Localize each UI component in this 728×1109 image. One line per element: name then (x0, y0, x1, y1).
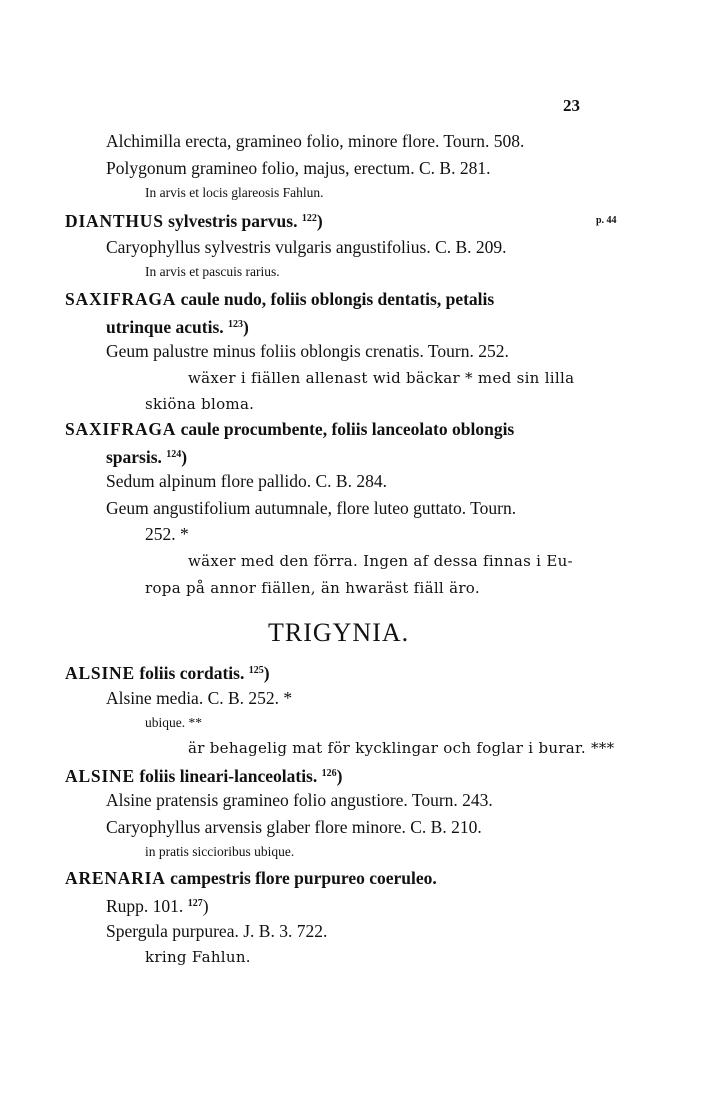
species-epithet: sylvestris parvus. (163, 211, 298, 231)
text-line-1: Alchimilla erecta, gramineo folio, minore flore. Tourn. 508. (106, 131, 525, 151)
species-epithet: foliis lineari-lanceolatis. (134, 766, 318, 786)
species-heading-continued: sparsis. $^{124}$) (106, 447, 188, 467)
species-heading-saxifraga-1 (65, 288, 494, 310)
genus-name: DIANTHUS (65, 211, 164, 231)
habitat-line-2: In arvis et pascuis rarius. (145, 264, 280, 279)
text-line-20: Alsine media. C. B. 252. * (106, 688, 293, 708)
footnote-ref: 124 (166, 449, 182, 460)
species-heading-dianthus: DIANTHUS sylvestris parvus. $^{122}$) (65, 211, 323, 231)
margin-page-reference: p. 44 (596, 215, 617, 226)
swedish-note-1: wäxer i fiällen allenast wid bäckar * med sin lilla (188, 369, 575, 387)
text-line-24: Alsine pratensis gramineo folio angustiore. Tourn. 243. (106, 790, 493, 810)
swedish-note-3: är behagelig mat för kycklingar och foglar i burar. *** (188, 739, 615, 757)
species-heading-alsine-2: ALSINE foliis lineari-lanceolatis. $^{126}$) (65, 766, 343, 786)
species-heading-arenaria (65, 867, 437, 889)
footnote-ref: 123 (228, 319, 244, 330)
species-epithet: caule procumbente, foliis lanceolato oblongis (176, 419, 515, 439)
swedish-note-2-cont: ropa på annor fiällen, än hwaräst fiäll äro. (145, 579, 480, 597)
genus-name: ALSINE (65, 766, 135, 786)
page-number: 23 (563, 96, 580, 115)
genus-name: SAXIFRAGA (65, 419, 177, 439)
swedish-note-2: wäxer med den förra. Ingen af dessa finnas i Eu- (188, 552, 573, 570)
text-line-25: Caryophyllus arvensis glaber flore minore. C. B. 210. (106, 817, 482, 837)
text-line-15: Geum angustifolium autumnale, flore luteo guttato. Tourn. (106, 498, 517, 518)
epithet-continuation: sparsis. (106, 447, 162, 467)
epithet-continuation: utrinque acutis. (106, 317, 224, 337)
text-line-29: Spergula purpurea. J. B. 3. 722. (106, 921, 328, 941)
species-epithet: campestris flore purpureo coeruleo. (165, 868, 437, 888)
species-heading-alsine-1: ALSINE foliis cordatis. $^{125}$) (65, 663, 270, 683)
text-line-2: Polygonum gramineo folio, majus, erectum. C. B. 281. (106, 158, 491, 178)
text-line-5: Caryophyllus sylvestris vulgaris angustifolius. C. B. 209. (106, 237, 507, 257)
species-epithet: caule nudo, foliis oblongis dentatis, petalis (176, 289, 495, 309)
genus-name: ALSINE (65, 663, 135, 683)
footnote-ref: 126 (321, 768, 337, 779)
footnote-ref: 122 (301, 213, 317, 224)
species-epithet: foliis cordatis. (134, 663, 245, 683)
text-line-14: Sedum alpinum flore pallido. C. B. 284. (106, 471, 387, 491)
section-heading: TRIGYNIA. (268, 618, 410, 647)
footnote-ref: 127 (187, 898, 203, 909)
genus-name: SAXIFRAGA (65, 289, 177, 309)
genus-name: ARENARIA (65, 868, 166, 888)
habitat-line-1: In arvis et locis glareosis Fahlun. (145, 185, 324, 200)
species-heading-saxifraga-2 (65, 418, 514, 440)
reference-text: Rupp. 101. (106, 896, 184, 916)
text-line-9: Geum palustre minus foliis oblongis crenatis. Tourn. 252. (106, 341, 509, 361)
text-line-16: 252. * (145, 524, 189, 544)
species-heading-continued: utrinque acutis. $^{123}$) (106, 317, 249, 337)
swedish-note-4: kring Fahlun. (145, 948, 251, 966)
footnote-ref: 125 (248, 665, 264, 676)
habitat-line-3: ubique. ** (145, 715, 202, 730)
swedish-note-1-cont: skiöna bloma. (145, 395, 255, 413)
habitat-line-4: in pratis siccioribus ubique. (145, 844, 295, 859)
text-line-28: Rupp. 101. $^{127}$) (106, 896, 209, 916)
